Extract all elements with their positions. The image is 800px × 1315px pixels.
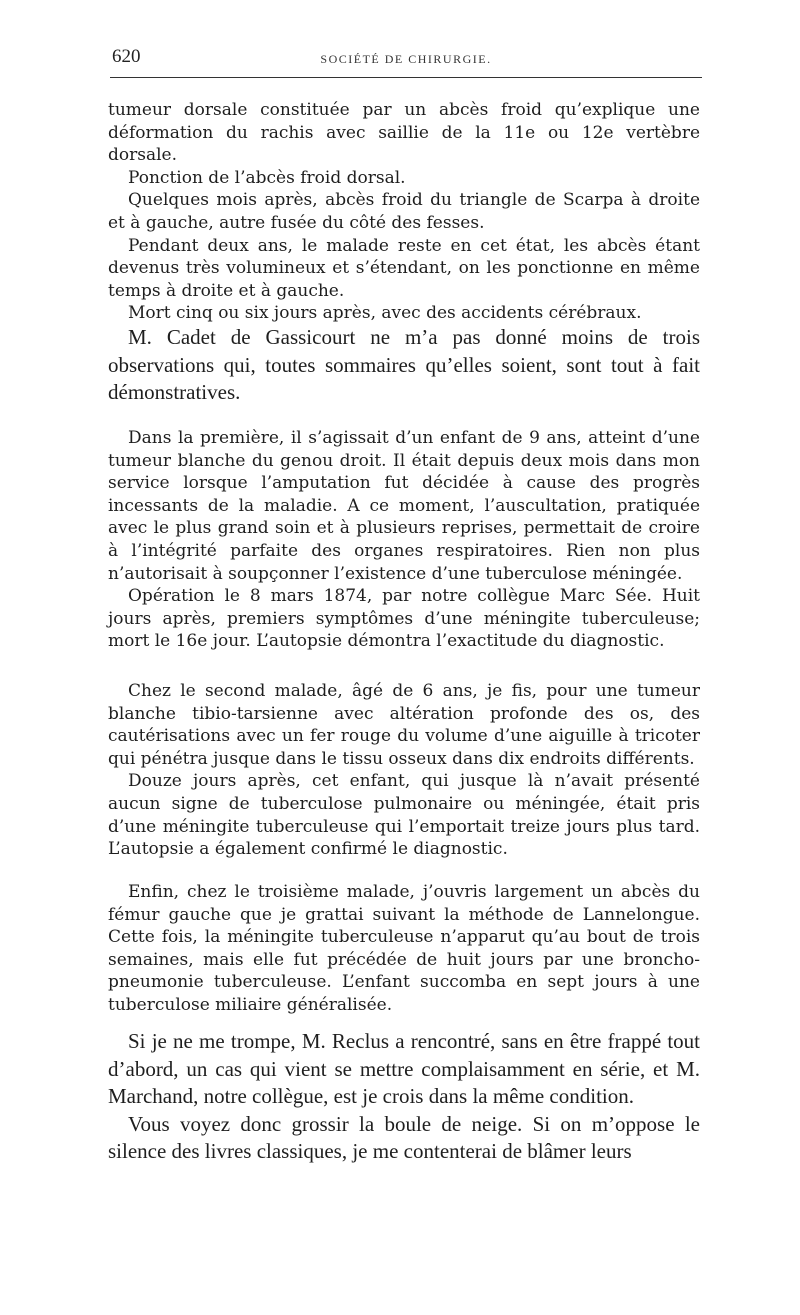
paragraph: tumeur dorsale constituée par un abcès froid qu’explique une déformation du rachis avec saillie de la 11e ou 12e vertèbre dorsale. (108, 100, 700, 166)
paragraph: Chez le second malade, âgé de 6 ans, je fis, pour une tumeur blanche tibio-tarsienne avec altération profonde des os, des cautérisations avec un fer rouge du volume d’une aiguille à tricoter qui pénétra jusque dans le tissu osseux dans dix endroits différents. (108, 681, 700, 769)
paragraph: M. Cadet de Gassicourt ne m’a pas donné moins de trois observations qui, toutes sommaires qu’elles soient, sont tout à fait démonstratives. (108, 325, 700, 404)
paragraph: Quelques mois après, abcès froid du triangle de Scarpa à droite et à gauche, autre fusée du côté des fesses. (108, 190, 700, 233)
running-title: SOCIÉTÉ DE CHIRURGIE. (320, 52, 492, 66)
page-number: 620 (112, 46, 141, 67)
paragraph: Opération le 8 mars 1874, par notre collègue Marc Sée. Huit jours après, premiers symptômes d’une méningite tuberculeuse; mort le 16e jour. L’autopsie démontra l’exactitude du diagnostic. (108, 586, 700, 652)
header-rule (110, 77, 702, 78)
observation-2 (108, 680, 700, 861)
closing-paragraphs (108, 1028, 700, 1166)
paragraph: Mort cinq ou six jours après, avec des accidents cérébraux. (128, 303, 642, 324)
observation-3 (108, 881, 700, 1017)
paragraph: Vous voyez donc grossir la boule de neige. Si on m’oppose le silence des livres classiques, je me contenterai de blâmer leurs (108, 1111, 700, 1163)
paragraph: Ponction de l’abcès froid dorsal. (128, 167, 406, 188)
observation-end (108, 99, 700, 325)
observation-1 (108, 427, 700, 653)
intro-paragraph (108, 324, 700, 407)
paragraph: Enfin, chez le troisième malade, j’ouvris largement un abcès du fémur gauche que je grattai suivant la méthode de Lannelongue. Cette fois, la méningite tuberculeuse n’apparut qu’au bout de trois semaines, mais elle fut précédée de huit jours par une broncho-pneumonie tuberculeuse. L’enfant succomba en sept jours à une tuberculose miliaire généralisée. (108, 882, 700, 1015)
paragraph: Dans la première, il s’agissait d’un enfant de 9 ans, atteint d’une tumeur blanche du genou droit. Il était depuis deux mois dans mon service lorsque l’amputation fut décidée à cause des progrès incessants de la maladie. A ce moment, l’auscultation, pratiquée avec le plus grand soin et à plusieurs reprises, permettait de croire à l’intégrité parfaite des organes respiratoires. Rien non plus n’autorisait à soupçonner l’existence d’une tuberculose méningée. (108, 428, 700, 584)
paragraph: Douze jours après, cet enfant, qui jusque là n’avait présenté aucun signe de tuberculose pulmonaire ou méningée, était pris d’une méningite tuberculeuse qui l’emportait treize jours plus tard. L’autopsie a également confirmé le diagnostic. (108, 771, 700, 860)
paragraph: Si je ne me trompe, M. Reclus a rencontré, sans en être frappé tout d’abord, un cas qui vient se mettre complaisamment en série, et M. Marchand, notre collègue, est je crois dans la même condition. (108, 1029, 700, 1108)
paragraph: Pendant deux ans, le malade reste en cet état, les abcès étant devenus très volumineux et s’étendant, on les ponctionne en même temps à droite et à gauche. (108, 235, 700, 301)
page-header (112, 44, 700, 72)
